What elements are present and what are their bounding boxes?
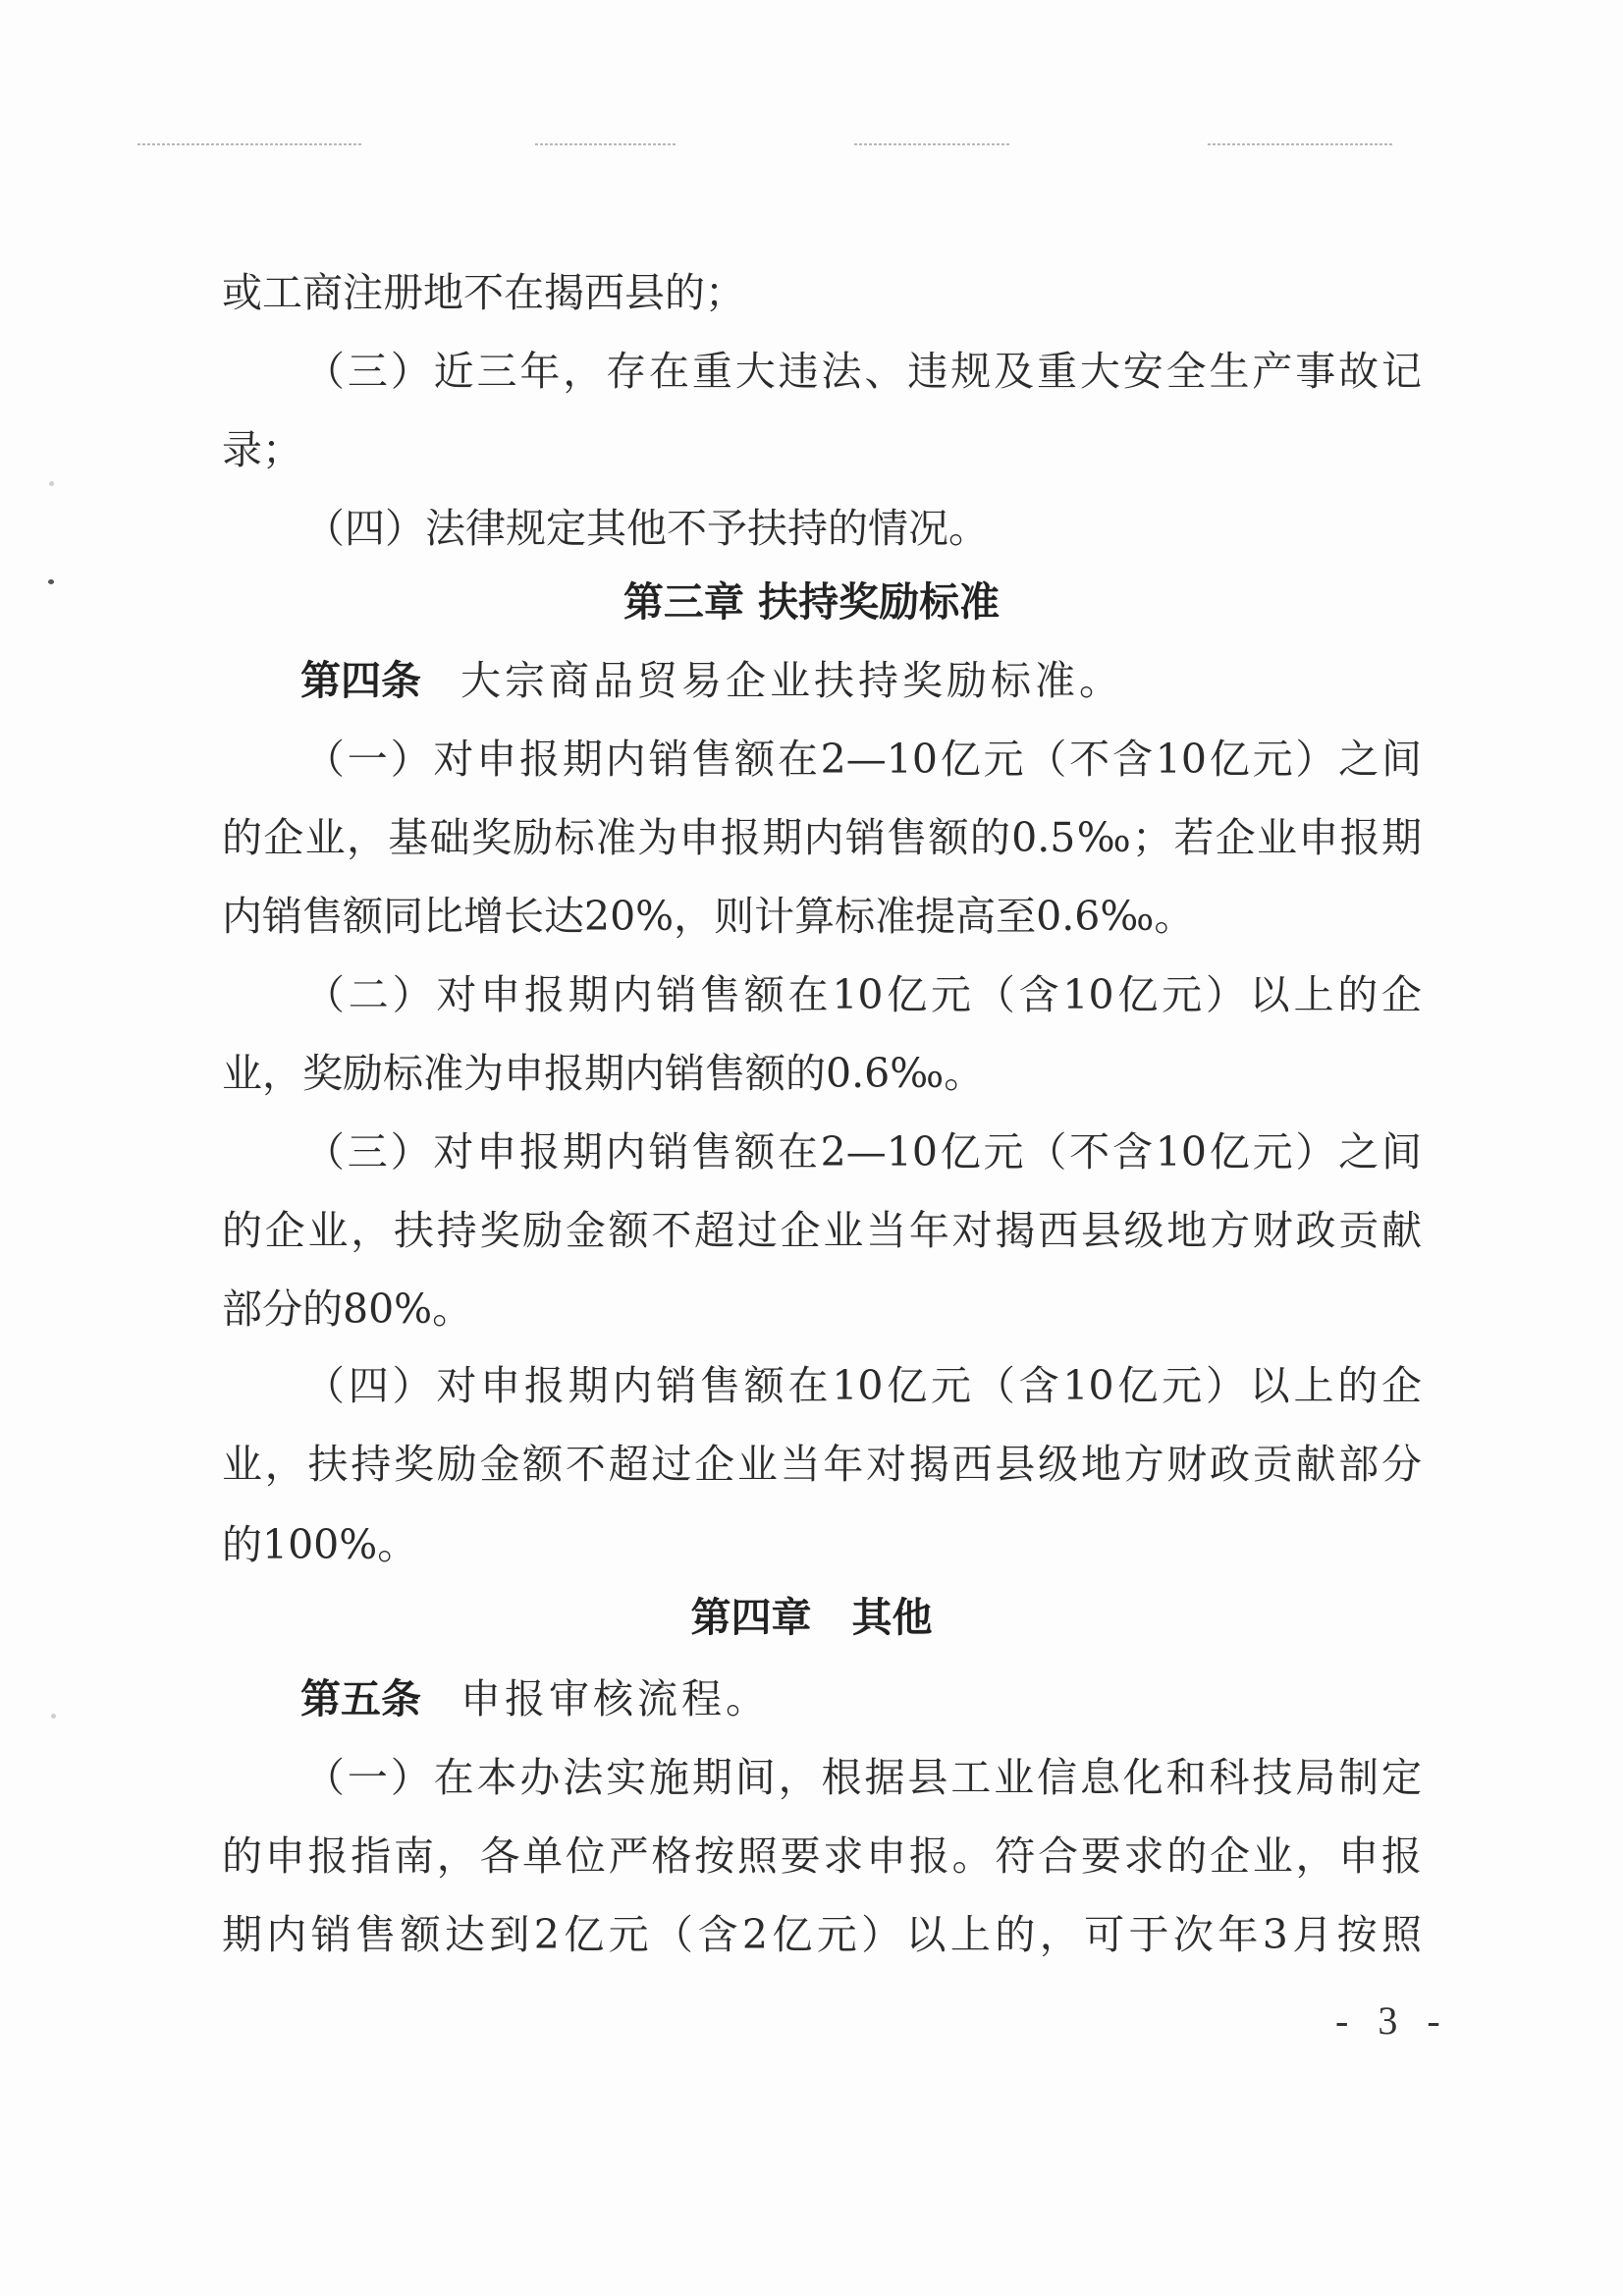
clause-4-line: （四）法律规定其他不予扶持的情况。: [304, 505, 989, 552]
clause-4-line: （四）对申报期内销售额在10亿元（含10亿元）以上的企: [304, 1362, 1422, 1409]
chapter-heading: 第四章 其他: [690, 1594, 933, 1641]
body-line: 的企业，扶持奖励金额不超过企业当年对揭西县级地方财政贡献: [222, 1207, 1422, 1254]
body-line: 的100%。: [222, 1521, 418, 1568]
body-line: 或工商注册地不在揭西县的；: [222, 269, 745, 316]
body-line: 业，扶持奖励金额不超过企业当年对揭西县级地方财政贡献部分: [222, 1441, 1422, 1488]
scan-artifact-line: [137, 143, 363, 145]
body-line: 期内销售额达到2亿元（含2亿元）以上的，可于次年3月按照: [222, 1911, 1422, 1958]
clause-3-line: （三）对申报期内销售额在2—10亿元（不含10亿元）之间: [304, 1128, 1422, 1175]
page-number: - 3 -: [1335, 1998, 1450, 2043]
chapter-heading: 第三章 扶持奖励标准: [622, 578, 1001, 626]
scan-artifact-line: [854, 143, 1011, 145]
article-heading: [300, 1669, 770, 1728]
body-line: 的申报指南，各单位严格按照要求申报。符合要求的企业，申报: [222, 1832, 1422, 1880]
body-line: 的企业，基础奖励标准为申报期内销售额的0.5‰；若企业申报期: [222, 814, 1422, 861]
scan-speck: [51, 1714, 56, 1719]
clause-1-line: （一）对申报期内销售额在2—10亿元（不含10亿元）之间: [304, 736, 1422, 783]
scan-artifact-line: [535, 143, 677, 145]
clause-1-line: （一）在本办法实施期间，根据县工业信息化和科技局制定: [304, 1754, 1422, 1801]
body-line: 内销售额同比增长达20%，则计算标准提高至0.6‰。: [222, 893, 1195, 940]
body-line: 部分的80%。: [222, 1285, 473, 1333]
scan-speck: [49, 481, 54, 486]
article-title: 申报审核流程。: [460, 1675, 770, 1722]
scan-artifact-line: [1208, 143, 1394, 145]
article-title: 大宗商品贸易企业扶持奖励标准。: [460, 657, 1123, 704]
body-line: 录；: [222, 426, 302, 473]
clause-3-line: （三）近三年，存在重大违法、违规及重大安全生产事故记: [304, 348, 1422, 395]
body-line: 业，奖励标准为申报期内销售额的0.6‰。: [222, 1050, 985, 1097]
article-number: 第五条: [300, 1675, 421, 1722]
clause-2-line: （二）对申报期内销售额在10亿元（含10亿元）以上的企: [304, 971, 1422, 1018]
article-heading: [300, 651, 1123, 710]
article-number: 第四条: [300, 657, 421, 704]
